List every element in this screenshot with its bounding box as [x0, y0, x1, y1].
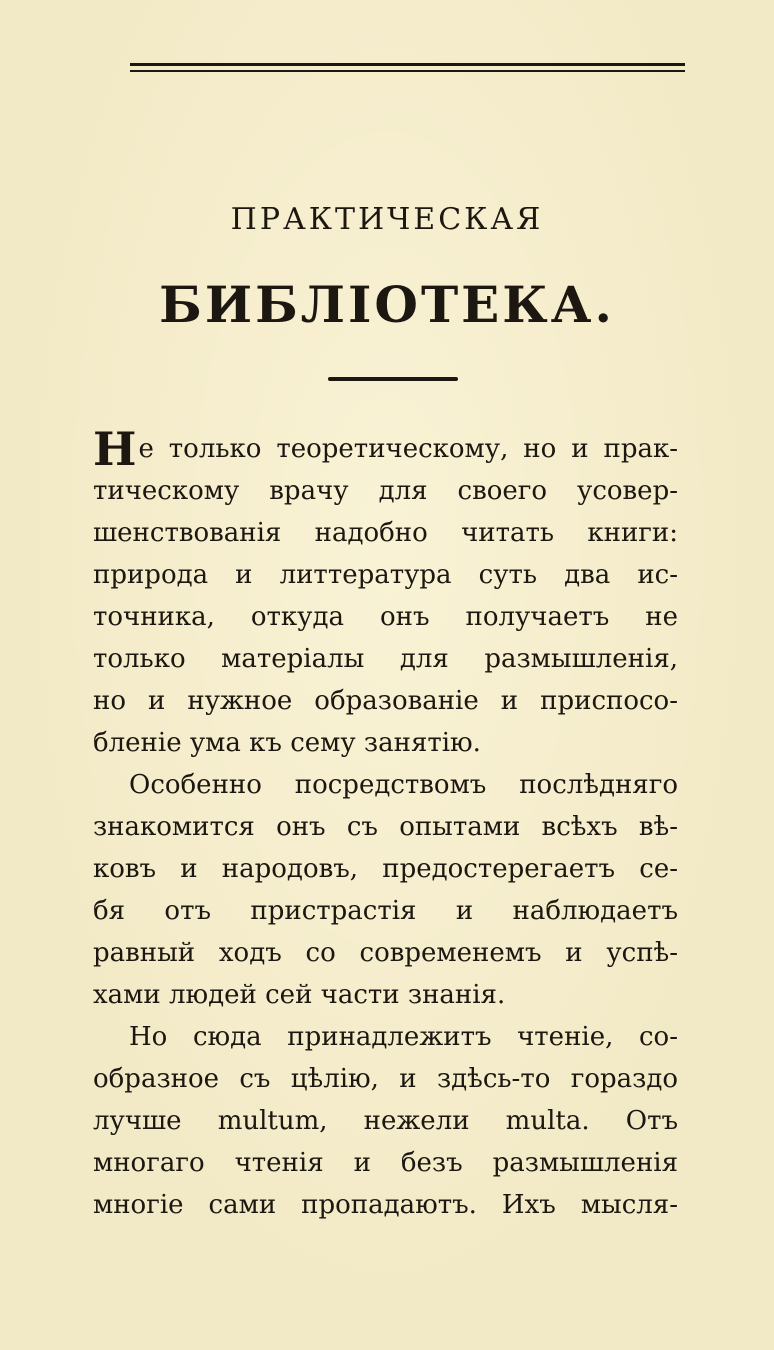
body-text [93, 422, 678, 1226]
paragraph-2-line-5: равный ходъ со современемъ и успѣ- [93, 938, 678, 968]
paragraph-3-line-3: лучше multum, нежели multa. Отъ [93, 1106, 678, 1136]
paragraph-1-line-1: Не только теоретическому, но и прак- [93, 422, 678, 476]
section-divider [328, 377, 458, 381]
paragraph-2-line-2: знакомится онъ съ опытами всѣхъ вѣ- [93, 812, 678, 842]
paragraph-3-line-4: многаго чтенія и безъ размышленія [93, 1148, 678, 1178]
paragraph-1-line-6: только матеріалы для размышленія, [93, 644, 678, 674]
paragraph-1-line-8: бленіе ума къ сему занятію. [93, 728, 481, 758]
paragraph-3-line-2: образное съ цѣлію, и здѣсь-то гораздо [93, 1064, 678, 1094]
paragraph-1-line-4: природа и литтература суть два ис- [93, 560, 678, 590]
paragraph-2-line-4: бя отъ пристрастія и наблюдаетъ [93, 896, 678, 926]
paragraph-1-line-7: но и нужное образованіе и приспосо- [93, 686, 678, 716]
heading-line-2: БИБЛIОТЕКА. [159, 275, 615, 334]
paragraph-3-line-5: многіе сами пропадаютъ. Ихъ мысля- [93, 1190, 678, 1220]
paragraph-1-line-5: точника, откуда онъ получаетъ не [93, 602, 678, 632]
paragraph-2-line-1: Особенно посредствомъ послѣдняго [129, 770, 678, 800]
paragraph-2-line-6: хами людей сей части знанія. [93, 980, 506, 1010]
paragraph-3-line-1: Но сюда принадлежитъ чтеніе, со- [129, 1022, 678, 1052]
heading-line-1: ПРАКТИЧЕСКАЯ [230, 202, 544, 237]
paragraph-2-line-3: ковъ и народовъ, предостерегаетъ се- [93, 854, 678, 884]
drop-cap: Н [93, 422, 137, 476]
header-rule [130, 63, 685, 66]
paragraph-1-line-2: тическому врачу для своего усовер- [93, 476, 678, 506]
paragraph-1-line-3: шенствованія надобно читать книги: [93, 518, 678, 548]
header-rule-thin [130, 70, 685, 72]
